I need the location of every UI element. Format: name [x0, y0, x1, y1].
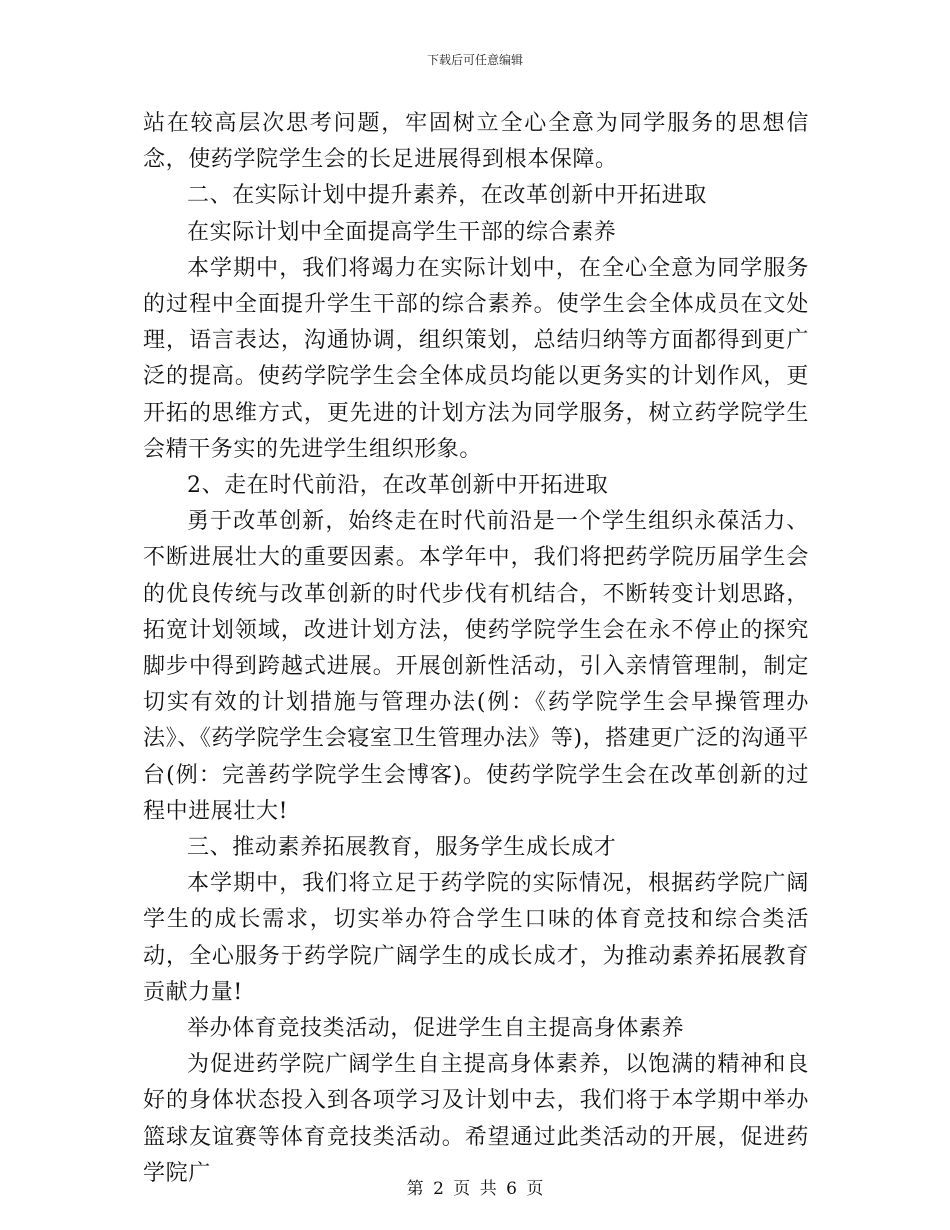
paragraph-innovation: 勇于改革创新，始终走在时代前沿是一个学生组织永葆活力、不断进展壮大的重要因素。本学年中，我们将把药学院历届学生会的优良传统与改革创新的时代步伐有机结合，不断转变计划思路，拓宽计划领域，改进计划方法，使药学院学生会在永不停止的探究脚步中得到跨越式进展。开展创新性活动，引入亲情管理制，制定切实有效的计划措施与管理办法(例：《药学院学生会早操管理办法》、《药学院学生会寝室卫生管理办法》等)，搭建更广泛的沟通平台(例：完善药学院学生会博客)。使药学院学生会在改革创新的过程中进展壮大! [143, 509, 809, 824]
subheading-practice: 在实际计划中全面提高学生干部的综合素养 [187, 219, 617, 245]
subheading-sports: 举办体育竞技类活动，促进学生自主提高身体素养 [187, 1016, 685, 1042]
subheading-innovation: 2、走在时代前沿，在改革创新中开拓进取 [187, 473, 609, 499]
paragraph-practice: 本学期中，我们将竭力在实际计划中，在全心全意为同学服务的过程中全面提升学生干部的综合素养。使学生会全体成员在文处理，语言表达，沟通协调，组织策划，总结归纳等方面都得到更广泛的提高。使药学院学生会全体成员均能以更务实的计划作风，更开拓的思维方式，更先进的计划方法为同学服务，树立药学院学生会精干务实的先进学生组织形象。 [143, 255, 809, 462]
document-body [143, 106, 809, 1192]
paragraph-sports: 为促进药学院广阔学生自主提高身体素养，以饱满的精神和良好的身体状态投入到各项学习及计划中去，我们将于本学期中举办篮球友谊赛等体育竞技类活动。希望通过此类活动的开展，促进药学院广 [143, 1052, 809, 1186]
page-header-note: 下载后可任意编辑 [426, 53, 523, 67]
paragraph-continuation: 站在较高层次思考问题，牢固树立全心全意为同学服务的思想信念，使药学院学生会的长足进展得到根本保障。 [143, 111, 809, 173]
paragraph-quality-education: 本学期中，我们将立足于药学院的实际情况，根据药学院广阔学生的成长需求，切实举办符合学生口味的体育竞技和综合类活动，全心服务于药学院广阔学生的成长成才，为推动素养拓展教育贡献力量! [143, 871, 809, 1005]
page-number-footer: 第 2 页 共 6 页 [406, 1179, 544, 1199]
section-heading-3: 三、推动素养拓展教育，服务学生成长成才 [187, 835, 617, 861]
section-heading-2: 二、在实际计划中提升素养，在改革创新中开拓进取 [187, 183, 707, 209]
